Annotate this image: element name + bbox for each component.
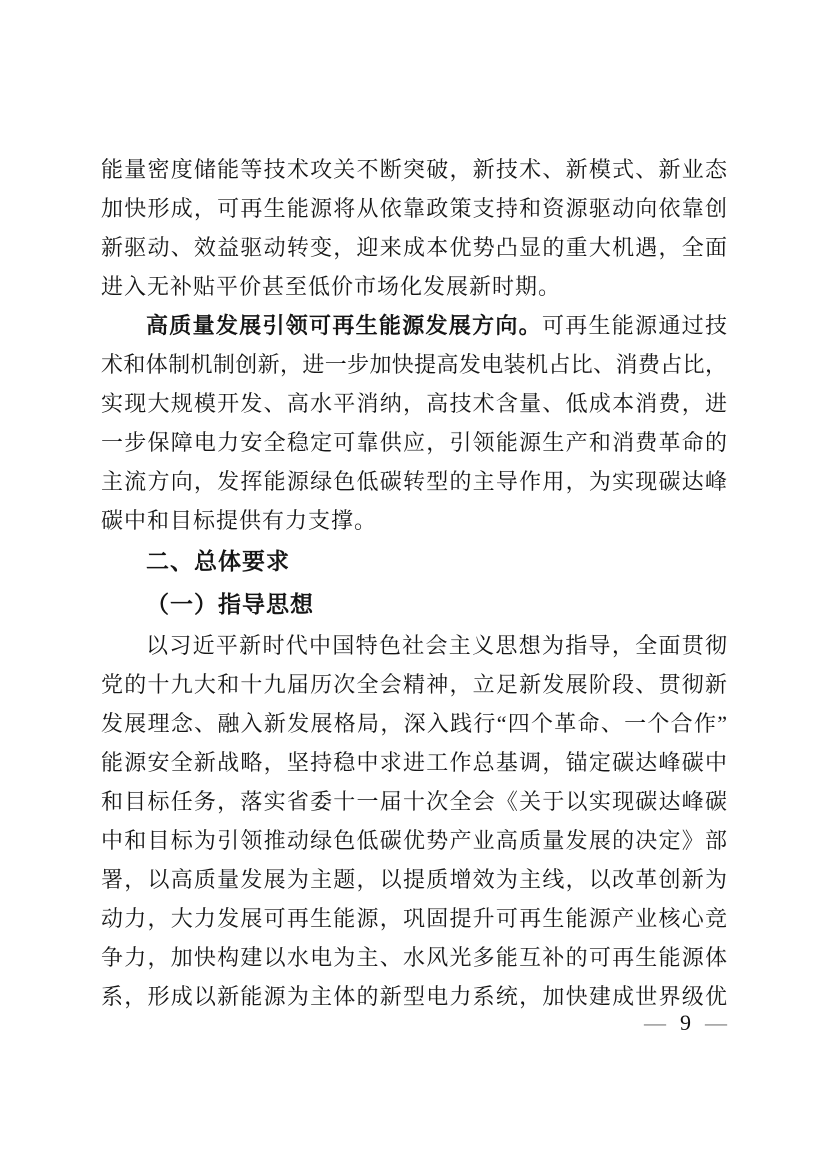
text-line (101, 860, 727, 899)
body-text: 和目标任务，落实省委十一届十次全会《关于以实现碳达峰碳 (101, 789, 727, 814)
body-text: 加快形成，可再生能源将从依靠政策支持和资源驱动向依靠创 (101, 196, 727, 221)
text-line (101, 938, 727, 977)
body-text: 新驱动、效益驱动转变，迎来成本优势凸显的重大机遇，全面 (101, 235, 727, 260)
body-text: 进入无补贴平价甚至低价市场化发展新时期。 (101, 274, 562, 299)
body-text: 能量密度储能等技术攻关不断突破，新技术、新模式、新业态 (101, 157, 727, 182)
page-footer (644, 1010, 727, 1036)
body-text: 署，以高质量发展为主题，以提质增效为主线，以改革创新为 (101, 867, 727, 892)
body-text: 一步保障电力安全稳定可靠供应，引领能源生产和消费革命的 (101, 430, 727, 455)
text-line (101, 423, 727, 462)
text-line (101, 345, 727, 384)
body-text: 党的十九大和十九届历次全会精神，立足新发展阶段、贯彻新 (101, 672, 727, 697)
text-line (101, 501, 727, 540)
text-line (101, 743, 727, 782)
text-line (101, 704, 727, 743)
body-text: 碳中和目标提供有力支撑。 (101, 508, 378, 533)
bold-lead-text: 高质量发展引领可再生能源发展方向。 (146, 313, 542, 338)
body-text: 系，形成以新能源为主体的新型电力系统，加快建成世界级优 (101, 984, 727, 1009)
body-text: 术和体制机制创新，进一步加快提高发电装机占比、消费占比， (101, 352, 727, 377)
section-heading-overall-requirements: 二、总体要求 (146, 548, 290, 574)
text-line (101, 189, 727, 228)
text-line (101, 462, 727, 501)
text-line (101, 821, 727, 860)
text-line (101, 977, 727, 1016)
body-text: 争力，加快构建以水电为主、水风光多能互补的可再生能源体 (101, 945, 727, 970)
footer-dash-left: — (644, 1010, 666, 1035)
body-text: 中和目标为引领推动绿色低碳优势产业高质量发展的决定》部 (101, 828, 727, 853)
footer-dash-right: — (705, 1010, 727, 1035)
text-line (101, 782, 727, 821)
text-line (101, 665, 727, 704)
subsection-heading-guiding-ideology: （一）指导思想 (146, 591, 314, 617)
text-line (101, 150, 727, 189)
text-line (101, 267, 727, 306)
body-text: 发展理念、融入新发展格局，深入践行“四个革命、一个合作” (101, 711, 727, 736)
body-text: 能源安全新战略，坚持稳中求进工作总基调，锚定碳达峰碳中 (101, 750, 727, 775)
body-text: 主流方向，发挥能源绿色低碳转型的主导作用，为实现碳达峰 (101, 469, 727, 494)
document-body (101, 150, 727, 1016)
text-line (101, 626, 727, 665)
text-line (101, 899, 727, 938)
body-text: 以习近平新时代中国特色社会主义思想为指导，全面贯彻 (146, 633, 727, 658)
page-number: 9 (680, 1010, 691, 1035)
body-text: 实现大规模开发、高水平消纳，高技术含量、低成本消费，进 (101, 391, 727, 416)
text-line (101, 384, 727, 423)
body-text: 可再生能源通过技 (541, 313, 727, 338)
text-line (101, 228, 727, 267)
body-text: 动力，大力发展可再生能源，巩固提升可再生能源产业核心竞 (101, 906, 727, 931)
text-line (101, 306, 727, 345)
